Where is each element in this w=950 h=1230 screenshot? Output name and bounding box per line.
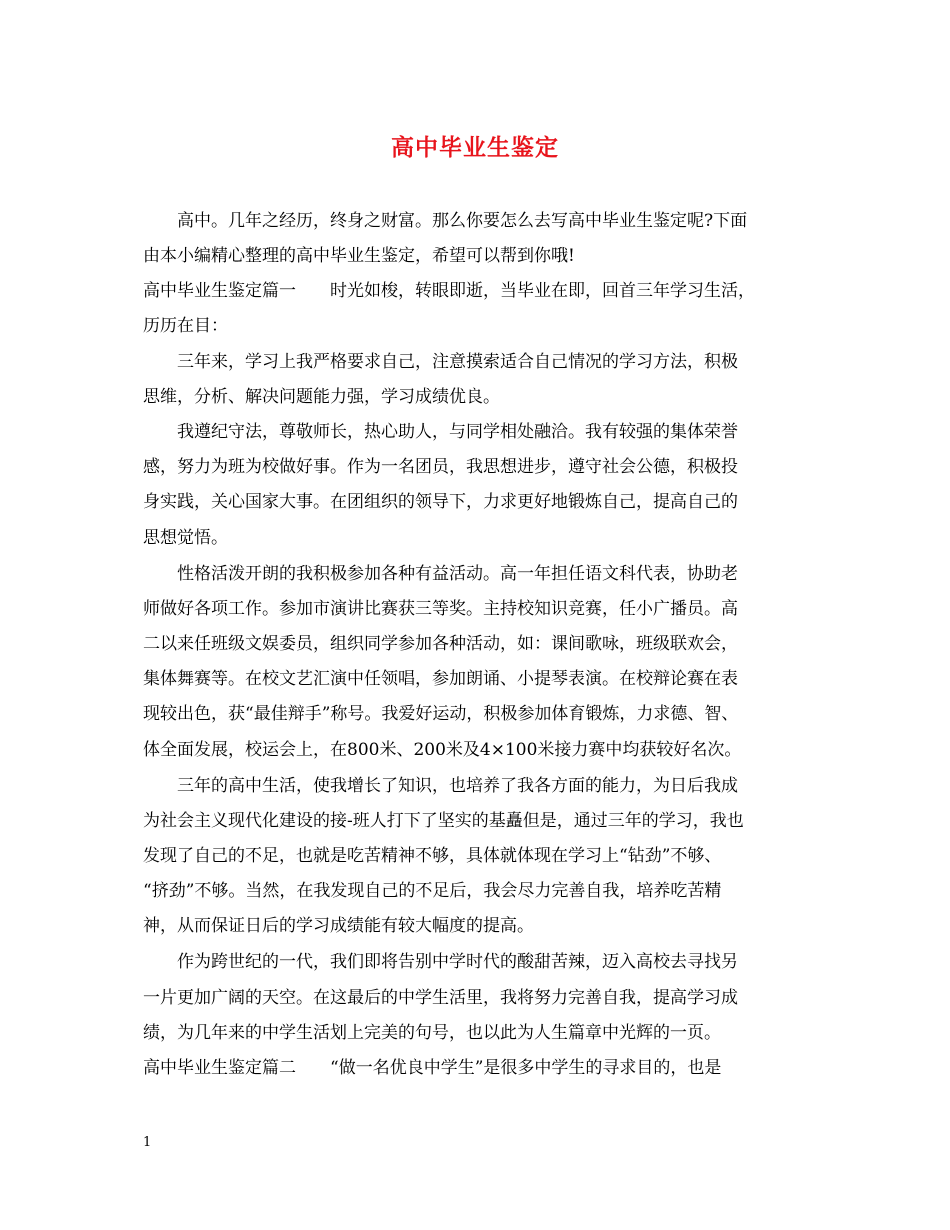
text-line: 体全面发展，校运会上，在800米、200米及4×100米接力赛中均获较好名次。 [143,740,742,760]
text-line: 由本小编精心整理的高中毕业生鉴定，希望可以帮到你哦! [143,246,575,266]
text-line: 思维，分析、解决问题能力强，学习成绩优良。 [143,387,500,407]
text-line: 为社会主义现代化建设的接-班人打下了坚实的基矗但是，通过三年的学习，我也 [143,811,744,831]
text-line: 集体舞赛等。在校文艺汇演中任领唱，参加朗诵、小提琴表演。在校辩论赛在表 [143,669,738,689]
text-line: 感，努力为班为校做好事。作为一名团员，我思想进步，遵守社会公德，积极投 [143,457,738,477]
text-line: 发现了自己的不足，也就是吃苦精神不够，具体就体现在学习上“钻劲”不够、 [143,846,722,866]
text-line: 身实践，关心国家大事。在团组织的领导下，力求更好地锻炼自己，提高自己的 [143,492,738,512]
text-line: 思想觉悟。 [143,528,228,548]
text-line: 高中毕业生鉴定篇二 “做一名优良中学生”是很多中学生的寻求目的，也是 [143,1058,722,1078]
document-title: 高中毕业生鉴定 [391,134,559,161]
text-line: 神，从而保证日后的学习成绩能有较大幅度的提高。 [143,916,534,936]
text-line: “挤劲”不够。当然，在我发现自己的不足后，我会尽力完善自我，培养吃苦精 [143,881,722,901]
text-line: 师做好各项工作。参加市演讲比赛获三等奖。主持校知识竞赛，任小广播员。高 [143,599,738,619]
text-line: 历历在目： [143,316,228,336]
text-line: 作为跨世纪的一代，我们即将告别中学时代的酸甜苦辣，迈入高校去寻找另 [143,952,738,972]
text-line: 高中。几年之经历，终身之财富。那么你要怎么去写高中毕业生鉴定呢?下面 [143,211,748,231]
text-line: 我遵纪守法，尊敬师长，热心助人，与同学相处融洽。我有较强的集体荣誉 [143,422,738,442]
text-line: 二以来任班级文娱委员，组织同学参加各种活动，如：课间歌咏，班级联欢会， [143,634,738,654]
text-line: 性格活泼开朗的我积极参加各种有益活动。高一年担任语文科代表，协助老 [143,564,738,584]
text-line: 高中毕业生鉴定篇一 时光如梭，转眼即逝，当毕业在即，回首三年学习生活， [143,281,755,301]
text-line: 现较出色，获“最佳辩手”称号。我爱好运动，积极参加体育锻炼，力求德、智、 [143,704,739,724]
text-line: 三年的高中生活，使我增长了知识，也培养了我各方面的能力，为日后我成 [143,776,738,796]
text-line: 绩，为几年来的中学生活划上完美的句号，也以此为人生篇章中光辉的一页。 [143,1023,721,1043]
text-line: 三年来，学习上我严格要求自己，注意摸索适合自己情况的学习方法，积极 [143,352,738,372]
text-line: 一片更加广阔的天空。在这最后的中学生活里，我将努力完善自我，提高学习成 [143,988,738,1008]
page-number: 1 [143,1135,152,1150]
